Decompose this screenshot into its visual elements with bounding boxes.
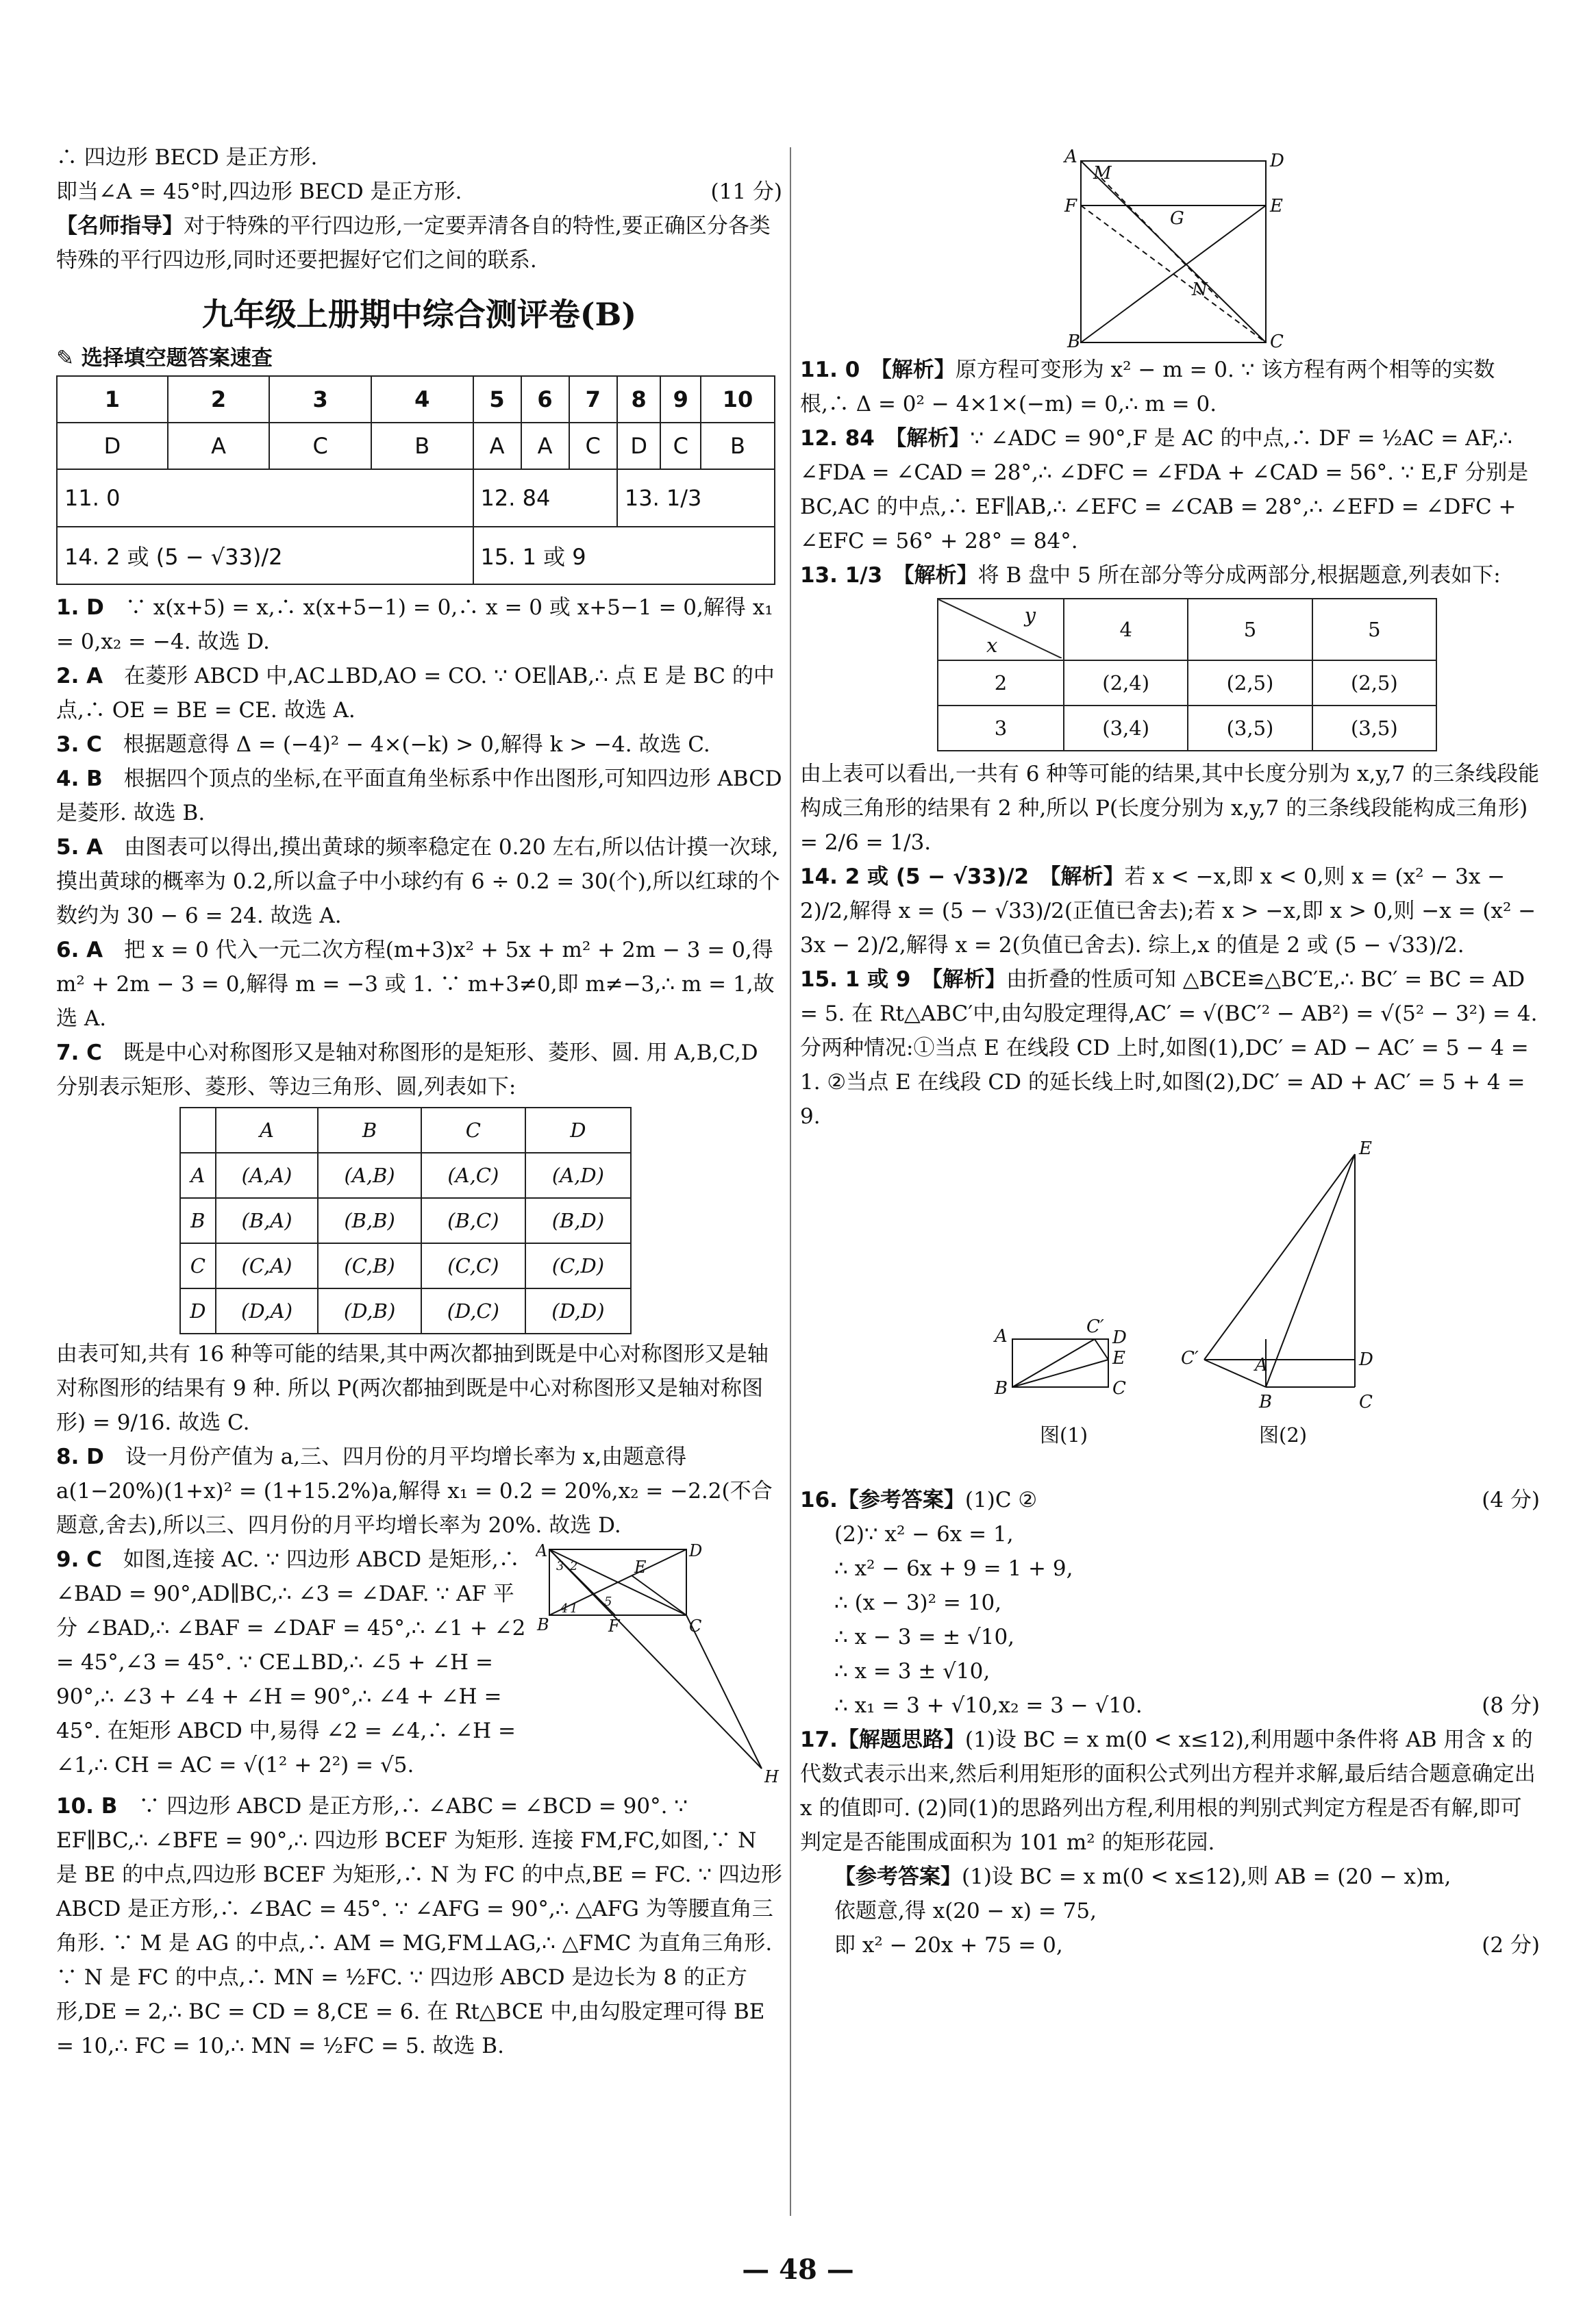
q16-line-6: ∴ x = 3 ± √10, [834, 1659, 990, 1684]
question-3: 3. C 根据题意得 Δ = (−4)² − 4×(−k) > 0,解得 k > −4. 故选 C. [56, 732, 710, 757]
label-c: C [1270, 332, 1284, 352]
table-row: 3 (3,4) (3,5) (3,5) [938, 706, 1436, 751]
score: (4 分) [1482, 1488, 1540, 1512]
q13-conclusion: 由上表可以看出,一共有 6 种等可能的结果,其中长度分别为 x,y,7 的三条线段能构成三角形的结果有 2 种,所以 P(长度分别为 x,y,7 的三条线段能构成三角形) = 2/6 = 1/3. [800, 762, 1540, 855]
question-8: 8. D 设一月份产值为 a,三、四月份的月平均增长率为 x,由题意得 a(1−20%)(1+x)² = (1+15.2%)a,解得 x₁ = 0.2 = 20%,x₂ = −2.2(不合题意,舍去),所以三、四月份的月平均增长率为 20%. 故选 D. [56, 1445, 773, 1538]
label-4: 4 [560, 1601, 569, 1616]
answer-header-row: 1 2 3 4 5 6 7 8 9 10 [57, 376, 775, 423]
label-5: 5 [604, 1595, 612, 1609]
corner-diagonal [938, 599, 1062, 658]
fig2-label-e: E [1359, 1138, 1372, 1159]
column-divider [790, 147, 791, 2216]
answer-row: D A C B A A C D C B [57, 423, 775, 469]
table-row: D (D,A) (D,B) (D,C) (D,D) [180, 1288, 631, 1334]
score: (2 分) [1482, 1933, 1540, 1958]
label-m: M [1093, 163, 1112, 184]
intro-line-2: 即当∠A = 45°时,四边形 BECD 是正方形. (11 分) [56, 175, 782, 209]
table-row: y x 4 5 5 [938, 599, 1436, 660]
table-row: C (C,A) (C,B) (C,C) (C,D) [180, 1243, 631, 1288]
question-6: 6. A 把 x = 0 代入一元二次方程(m+3)x² + 5x + m² + 2m − 3 = 0,得 m² + 2m − 3 = 0,解得 m = −3 或 1. ∵ m+3≠0,即 m≠−3,∴ m = 1,故选 A. [56, 938, 775, 1031]
right-column [800, 140, 1540, 1962]
question-5: 5. A 由图表可以得出,摸出黄球的频率稳定在 0.20 左右,所以估计摸一次球,摸出黄球的概率为 0.2,所以盒子中小球约有 6 ÷ 0.2 = 30(个),所以红球的个数约为 30 − 6 = 24. 故选 A. [56, 835, 780, 928]
q7-conclusion: 由表可知,共有 16 种等可能的结果,其中两次都抽到既是中心对称图形又是轴对称图形的结果有 9 种. 所以 P(两次都抽到既是中心对称图形又是轴对称图形) = 9/16. 故选 C. [56, 1342, 769, 1435]
q16-line-2: (2)∵ x² − 6x = 1, [834, 1522, 1014, 1547]
label-g: G [1170, 208, 1184, 229]
score: (11 分) [710, 179, 782, 204]
label-d: D [689, 1543, 703, 1560]
question-2: 2. A 在菱形 ABCD 中,AC⊥BD,AO = CO. ∵ OE∥AB,∴ 点 E 是 BC 的中点,∴ OE = BE = CE. 故选 A. [56, 664, 775, 723]
fig2-label-d: D [1359, 1349, 1373, 1370]
question-7: 7. C 既是中心对称图形又是轴对称图形的是矩形、菱形、圆. 用 A,B,C,D 分别表示矩形、菱形、等边三角形、圆,列表如下: [56, 1040, 758, 1099]
fig1-label-b: B [995, 1378, 1008, 1399]
table-row: A (A,A) (A,B) (A,C) (A,D) [180, 1153, 631, 1198]
label-h: H [764, 1767, 779, 1786]
question-15: 15. 1 或 9 【解析】由折叠的性质可知 △BCE≌△BC′E,∴ BC′ = BC = AD = 5. 在 Rt△ABC′中,由勾股定理得,AC′ = √(BC′² − AB²) = √(5² − 3²) = 4. 分两种情况:①当点 E 在线段 CD 上时,如图(1),DC′ = AD − AC′ = 5 − 4 = 1. ②当点 E 在线段 CD 的延长线上时,如图(2),DC′ = AD + AC′ = 5 + 4 = 9. [800, 967, 1538, 1129]
label-d: D [1270, 151, 1284, 171]
question-9-block [56, 1543, 782, 1786]
q15-figures [800, 1134, 1540, 1483]
intro-line-1: ∴ 四边形 BECD 是正方形. [56, 145, 318, 170]
question-13: 13. 1/3 【解析】将 B 盘中 5 所在部分等分成两部分,根据题意,列表如下: [800, 563, 1501, 588]
label-f: F [608, 1617, 620, 1636]
fill-row-1: 11. 0 12. 84 13. 1/3 [57, 469, 775, 527]
q16-line-4: ∴ (x − 3)² = 10, [834, 1591, 1002, 1615]
question-11: 11. 0 【解析】原方程可变形为 x² − m = 0. ∵ 该方程有两个相等的实数根,∴ Δ = 0² − 4×1×(−m) = 0,∴ m = 0. [800, 358, 1495, 416]
label-c: C [689, 1617, 702, 1636]
q17-answer-2: 依题意,得 x(20 − x) = 75, [834, 1899, 1097, 1923]
label-e: E [634, 1558, 647, 1577]
label-a: A [536, 1543, 548, 1560]
label-3: 3 [556, 1559, 564, 1573]
fig2-label-a: A [1255, 1355, 1268, 1375]
q16-line-3: ∴ x² − 6x + 9 = 1 + 9, [834, 1556, 1073, 1581]
fig1-label-d: D [1112, 1327, 1127, 1348]
fig1-label-e: E [1112, 1348, 1125, 1369]
fig1-label-c: C [1112, 1378, 1126, 1399]
answer-section-heading: ✎ 选择填空题答案速查 [56, 346, 273, 371]
label-1: 1 [570, 1601, 578, 1616]
fig2-label-c: C [1359, 1392, 1373, 1412]
label-a: A [1064, 147, 1077, 167]
q9-figure [536, 1543, 782, 1789]
fig1-label-c-prime: C′ [1086, 1317, 1104, 1337]
pencil-icon: ✎ [56, 346, 74, 371]
question-4: 4. B 根据四个顶点的坐标,在平面直角坐标系中作出图形,可知四边形 ABCD 是菱形. 故选 B. [56, 766, 782, 825]
fig2-caption: 图(2) [1259, 1423, 1308, 1447]
table-row: B (B,A) (B,B) (B,C) (B,D) [180, 1198, 631, 1243]
teacher-tip: 【名师指导】对于特殊的平行四边形,一定要弄清各自的特性,要正确区分各类特殊的平行四边形,同时还要把握好它们之间的联系. [56, 214, 771, 273]
q17-answer-1: 【参考答案】(1)设 BC = x m(0 < x≤12),则 AB = (20 − x)m, [834, 1864, 1451, 1889]
label-n: N [1192, 279, 1208, 300]
fig1-caption: 图(1) [1040, 1423, 1088, 1447]
fig2-label-b: B [1259, 1392, 1273, 1412]
label-b: B [1067, 332, 1081, 352]
question-9: 9. C 如图,连接 AC. ∵ 四边形 ABCD 是矩形,∴ ∠BAD = 90°,AD∥BC,∴ ∠3 = ∠DAF. ∵ AF 平分 ∠BAD,∴ ∠BAF = ∠DAF = 45°,∴ ∠1 + ∠2 = 45°,∠3 = 45°. ∵ CE⊥BD,∴ ∠5 + ∠H = 90°,∴ ∠3 + ∠4 + ∠H = 90°,∴ ∠4 + ∠H = 45°. 在矩形 ABCD 中,易得 ∠2 = ∠4,∴ ∠H = ∠1,∴ CH = AC = √(1² + 2²) = √5. [56, 1547, 526, 1778]
q13-table [937, 598, 1437, 751]
table-row: 2 (2,4) (2,5) (2,5) [938, 660, 1436, 706]
table-row: A B C D [180, 1108, 631, 1153]
label-b: B [537, 1615, 549, 1634]
fig2-label-c-prime: C′ [1181, 1348, 1199, 1369]
q17-idea: 17.【解题思路】(1)设 BC = x m(0 < x≤12),利用题中条件将 AB 用含 x 的代数式表示出来,然后利用矩形的面积公式列出方程并求解,最后结合题意确定出 x 的值即可. (2)同(1)的思路列出方程,利用根的判别式判定方程是否有解,即可判定是否能围成面积为 101 m² 的矩形花园. [800, 1727, 1536, 1855]
q7-table [179, 1107, 632, 1334]
label-f: F [1064, 196, 1077, 216]
page-number: — 48 — [742, 2254, 854, 2286]
score: (8 分) [1482, 1693, 1540, 1718]
q17-answer-3: 即 x² − 20x + 75 = 0, (2 分) [800, 1928, 1540, 1962]
label-e: E [1270, 196, 1283, 216]
answer-table [56, 375, 775, 585]
label-2: 2 [570, 1559, 578, 1573]
fill-row-2: 14. 2 或 (5 − √33)/2 15. 1 或 9 [57, 527, 775, 584]
question-1: 1. D ∵ x(x+5) = x,∴ x(x+5−1) = 0,∴ x = 0 或 x+5−1 = 0,解得 x₁ = 0,x₂ = −4. 故选 D. [56, 595, 773, 654]
q16-line-1: 16.【参考答案】(1)C ② (4 分) [800, 1483, 1540, 1517]
question-14: 14. 2 或 (5 − √33)/2 【解析】若 x < −x,即 x < 0,则 x = (x² − 3x − 2)/2,解得 x = (5 − √33)/2(正值已舍去);若 x > −x,即 x > 0,则 −x = (x² − 3x − 2)/2,解得 x = 2(负值已舍去). 综上,x 的值是 2 或 (5 − √33)/2. [800, 864, 1536, 958]
fig1-label-a: A [995, 1326, 1008, 1347]
question-12: 12. 84 【解析】∵ ∠ADC = 90°,F 是 AC 的中点,∴ DF = ½AC = AF,∴ ∠FDA = ∠CAD = 28°,∴ ∠DFC = ∠FDA + ∠CAD = 56°. ∵ E,F 分别是 BC,AC 的中点,∴ EF∥AB,∴ ∠EFC = ∠CAB = 28°,∴ ∠EFD = ∠DFC + ∠EFC = 56° + 28° = 84°. [800, 426, 1529, 553]
q16-line-7: ∴ x₁ = 3 + √10,x₂ = 3 − √10. (8 分) [800, 1688, 1540, 1723]
q16-line-5: ∴ x − 3 = ± √10, [834, 1625, 1015, 1649]
q10-figure [800, 140, 1540, 353]
question-10: 10. B ∵ 四边形 ABCD 是正方形,∴ ∠ABC = ∠BCD = 90°. ∵ EF∥BC,∴ ∠BFE = 90°,∴ 四边形 BCEF 为矩形. 连接 FM,FC,如图,∵ N 是 BE 的中点,四边形 BCEF 为矩形,∴ N 为 FC 的中点,BE = FC. ∵ 四边形 ABCD 是正方形,∴ ∠BAC = 45°. ∵ ∠AFG = 90°,∴ △AFG 为等腰直角三角形. ∵ M 是 AG 的中点,∴ AM = MG,FM⊥AG,∴ △FMC 为直角三角形. ∵ N 是 FC 的中点,∴ MN = ½FC. ∵ 四边形 ABCD 是边长为 8 的正方形,DE = 2,∴ BC = CD = 8,CE = 6. 在 Rt△BCE 中,由勾股定理可得 BE = 10,∴ FC = 10,∴ MN = ½FC = 5. 故选 B. [56, 1794, 782, 2058]
corner-cell: y x [938, 599, 1064, 660]
exam-title: 九年级上册期中综合测评卷(B) [201, 296, 637, 333]
left-column [56, 140, 782, 2063]
